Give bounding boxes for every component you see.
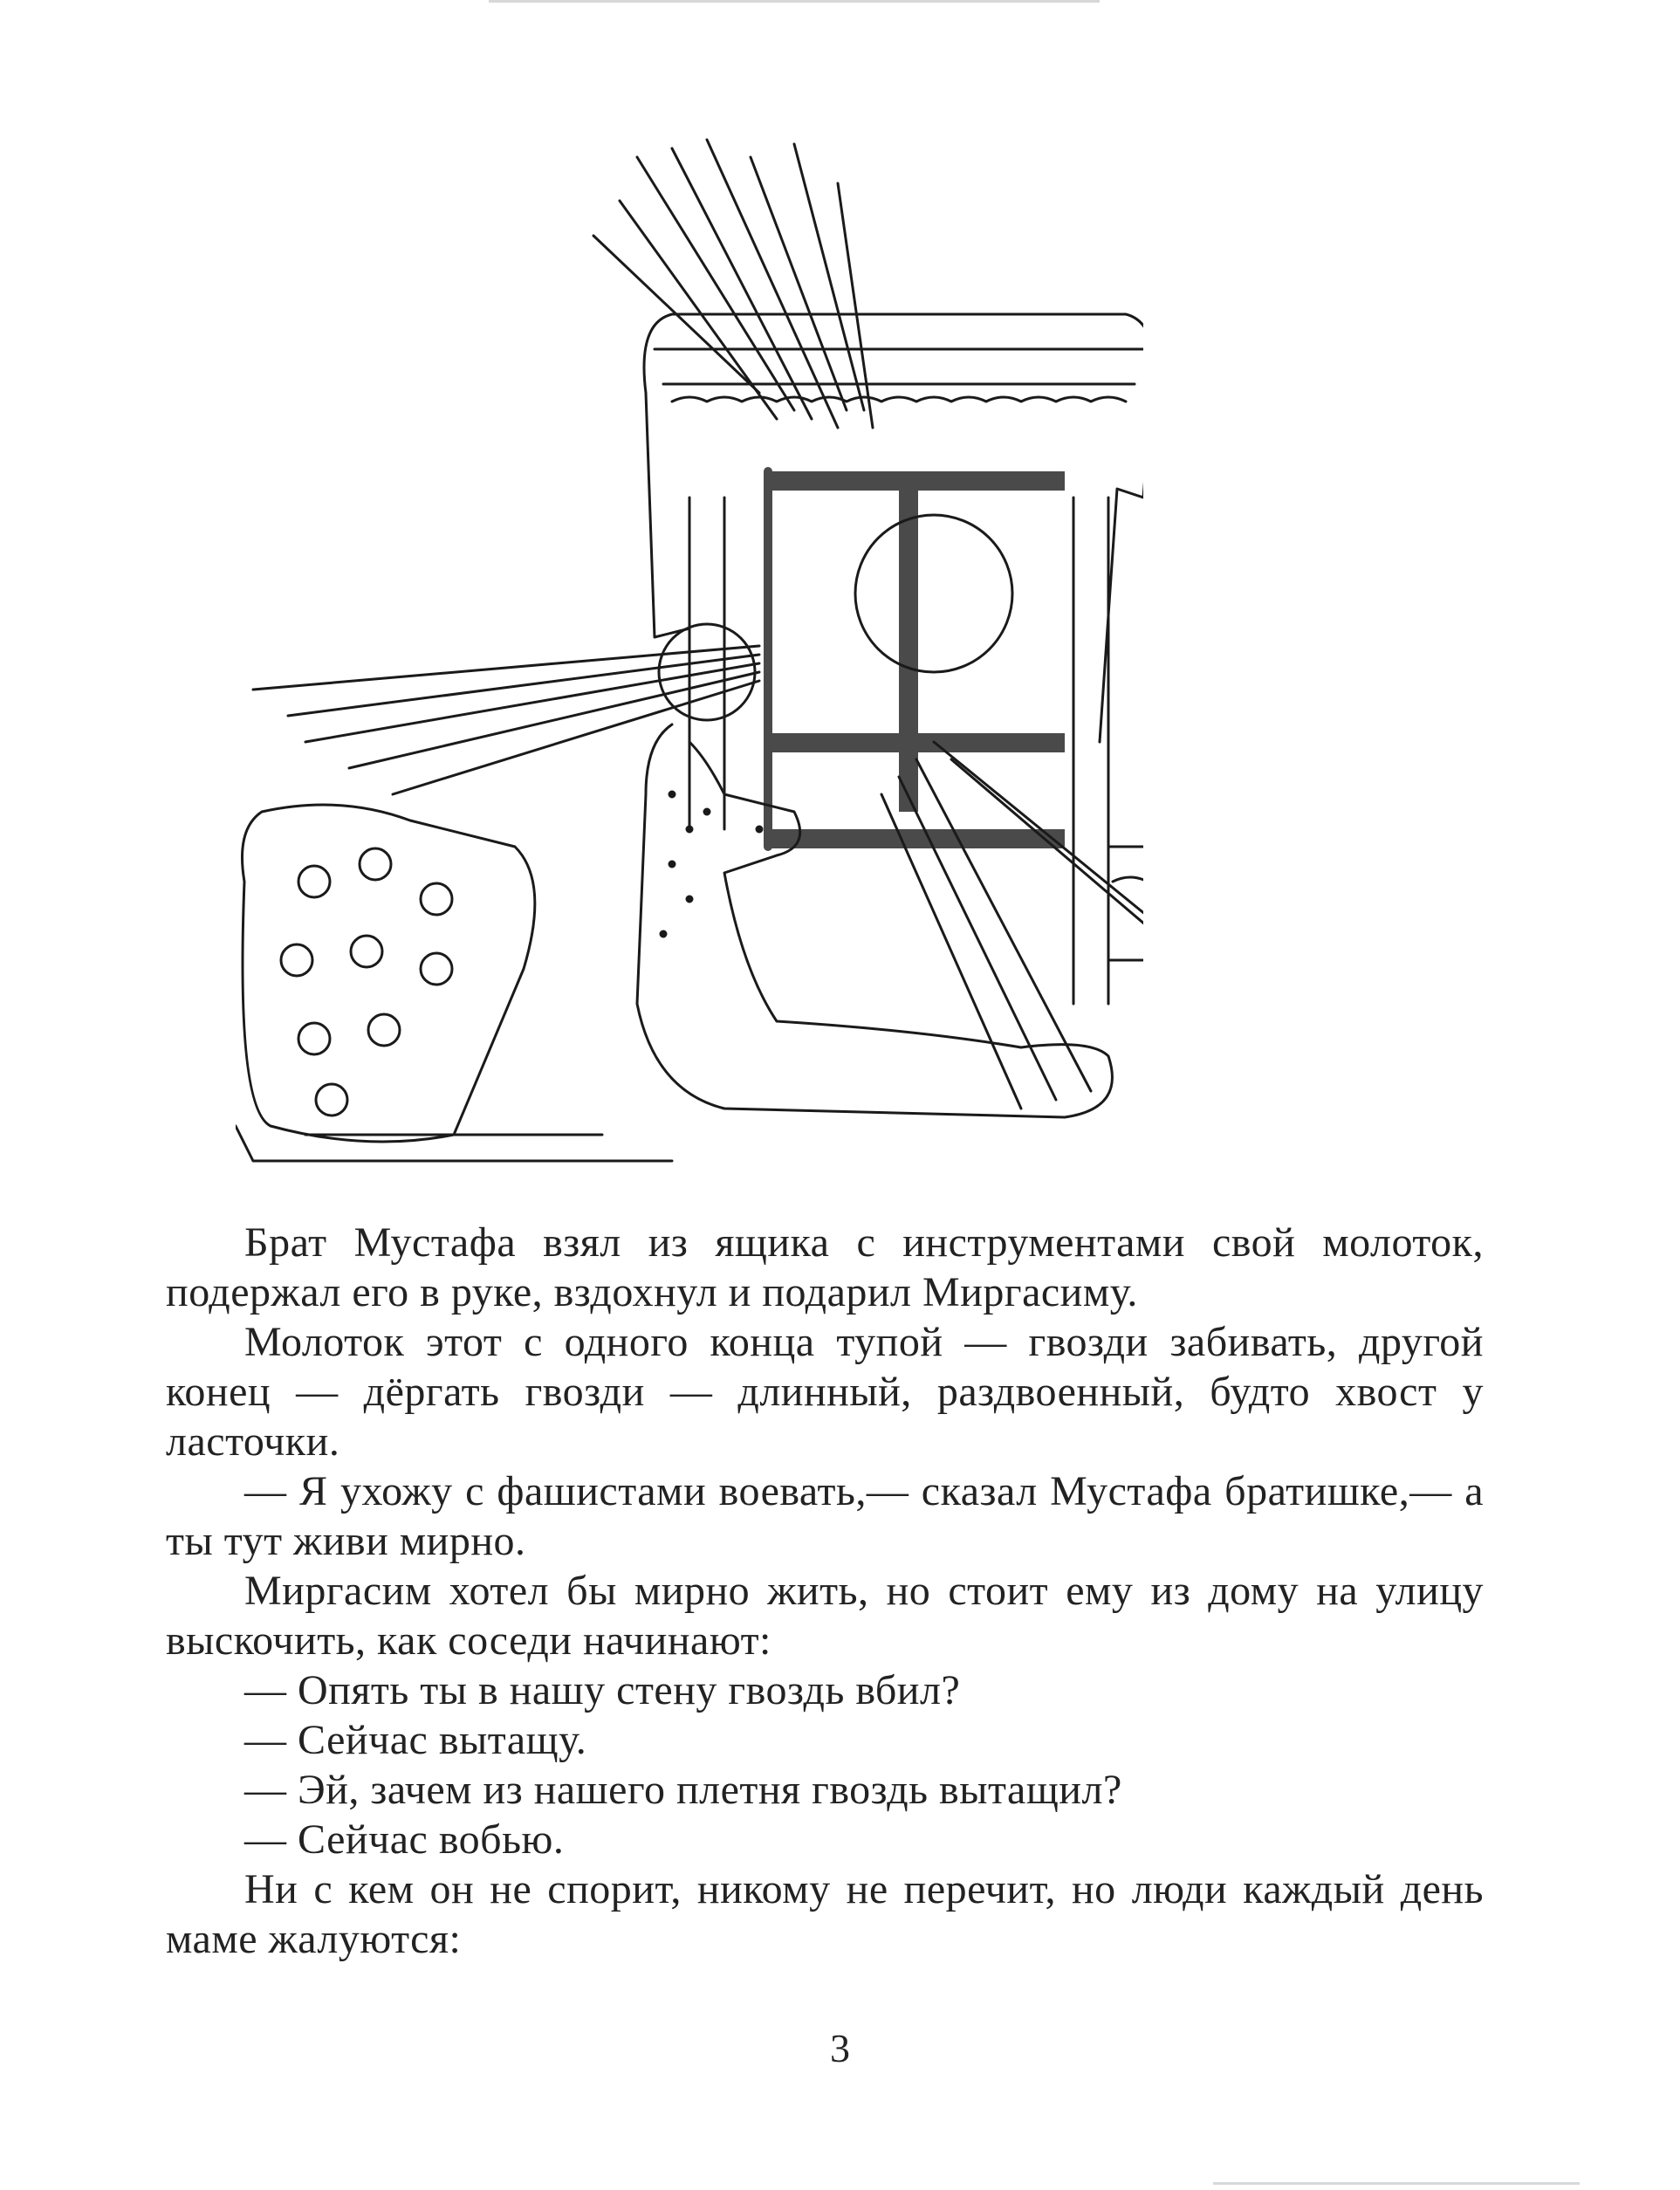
paragraph-4: Миргасим хотел бы мирно жить, но стоит ему из дому на улицу выскочить, как соседи начинают: <box>166 1568 1484 1664</box>
story-text <box>166 1218 1484 1964</box>
bottom-scan-edge <box>1213 2182 1580 2185</box>
boy-at-window-illustration <box>236 131 1143 1170</box>
paragraph-1: Брат Мустафа взял из ящика с инструментами свой молоток, подержал его в руке, вздохнул и подарил Миргасиму. <box>166 1219 1484 1315</box>
paragraph-3: — Я ухожу с фашистами воевать,— сказал Мустафа братишке,— а ты тут живи мирно. <box>166 1468 1484 1564</box>
pillow-icon <box>243 805 535 1142</box>
dialog-line-3: — Эй, зачем из нашего плетня гвоздь вытащил? <box>244 1767 1122 1813</box>
top-scan-edge <box>489 0 1100 3</box>
dialog-line-2: — Сейчас вытащу. <box>244 1717 587 1763</box>
dialog-line-4: — Сейчас вобью. <box>244 1816 565 1863</box>
mattress-icon <box>236 1126 672 1161</box>
page-number: 3 <box>830 2026 850 2070</box>
boy-icon <box>637 624 1112 1117</box>
sun-icon <box>855 515 1012 672</box>
dialog-line-1: — Опять ты в нашу стену гвоздь вбил? <box>244 1667 961 1713</box>
paragraph-2: Молоток этот с одного конца тупой — гвозди забивать, другой конец — дёргать гвозди — длинный, раздвоенный, будто хвост у ласточки. <box>166 1319 1484 1465</box>
paragraph-5: Ни с кем он не спорит, никому не перечит, но люди каждый день маме жалуются: <box>166 1866 1484 1962</box>
side-rays-icon <box>253 646 1143 1109</box>
